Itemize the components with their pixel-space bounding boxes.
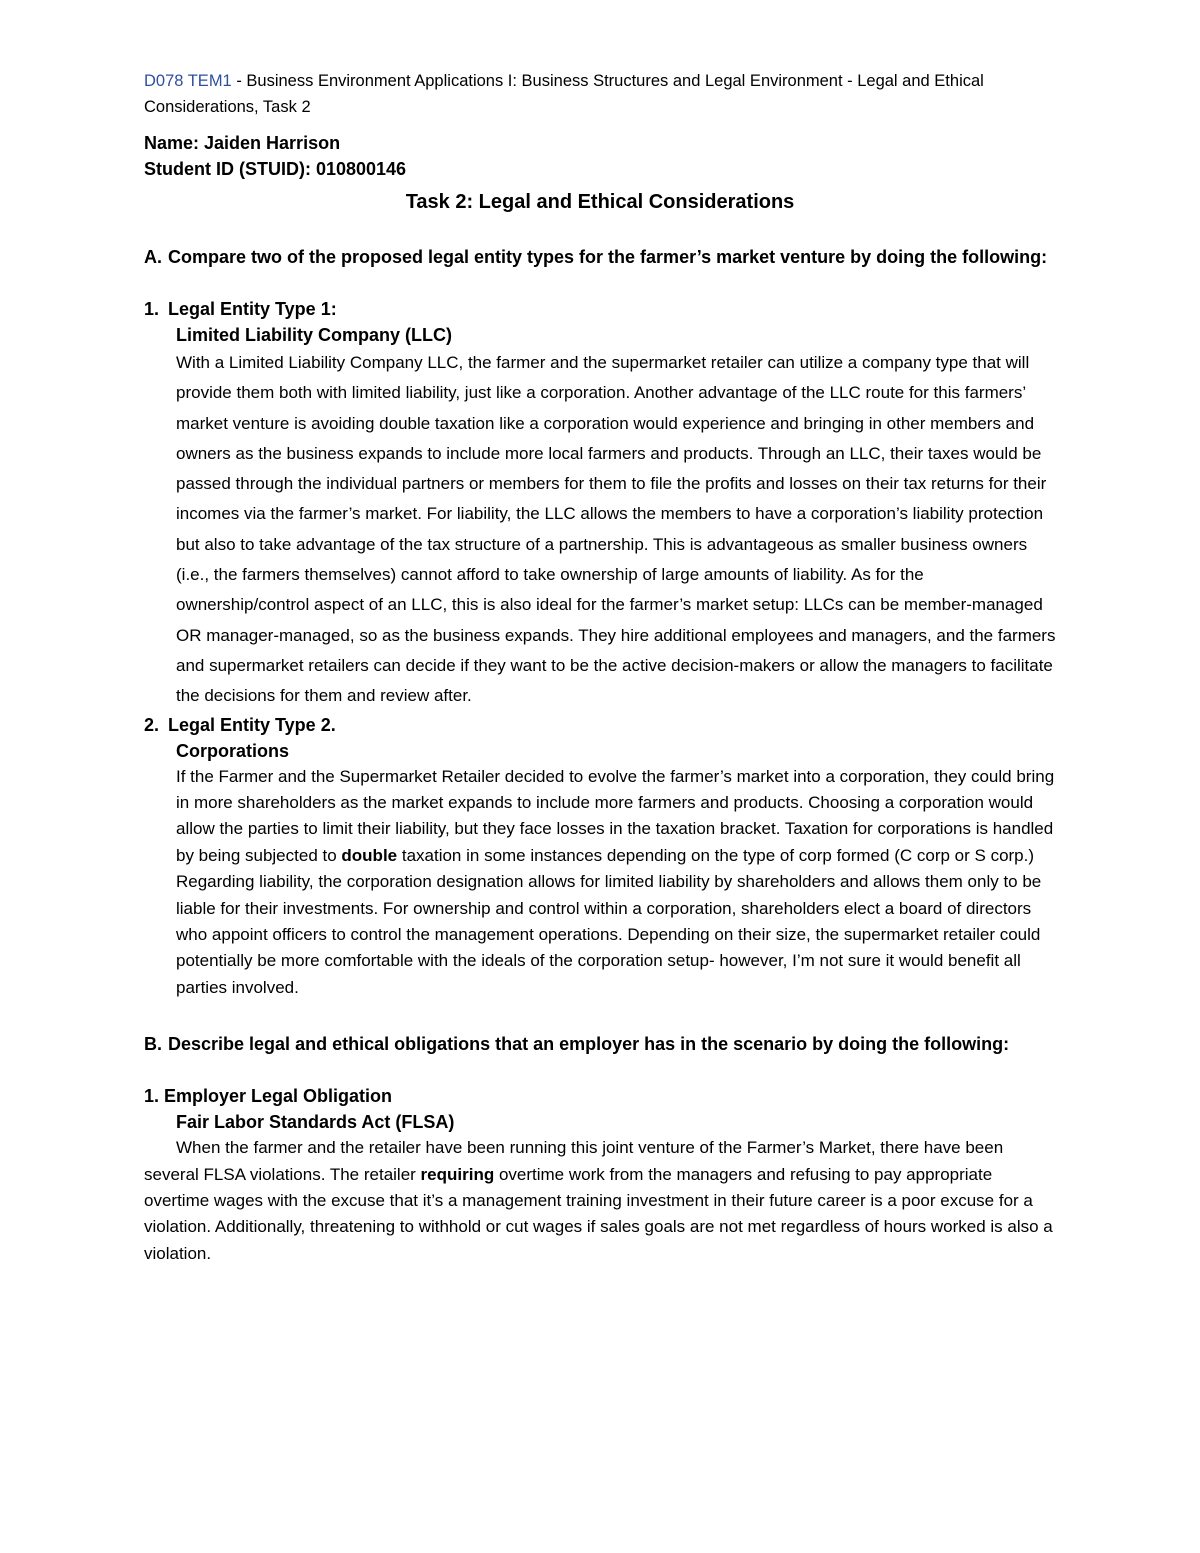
entity-type-2-number: 2.: [144, 714, 160, 735]
entity-type-2-body: [176, 764, 1056, 1002]
section-b-text: Describe legal and ethical obligations that an employer has in the scenario by doing the following:: [168, 1034, 1010, 1055]
student-info: [144, 130, 1056, 182]
entity-type-1-subheading: Limited Liability Company (LLC): [176, 325, 453, 345]
entity-type-2-label: Legal Entity Type 2.: [168, 714, 336, 735]
entity-type-1-body: With a Limited Liability Company LLC, the farmer and the supermarket retailer can utilize a company type that will provide them both with limited liability, just like a corporation. Another advantage of the LLC route for this farmers’ market venture is avoiding double taxation like a corporation would experience and bringing in other members and owners as the business expands to include more local farmers and products. Through an LLC, their taxes would be passed through the individual partners or members for them to file the profits and losses on their tax returns for their incomes via the farmer’s market. For liability, the LLC allows the members to have a corporation’s liability protection but also to take advantage of the tax structure of a partnership. This is advantageous as smaller business owners (i.e., the farmers themselves) cannot afford to take ownership of large amounts of liability. As for the ownership/control aspect of an LLC, this is also ideal for the farmer’s market setup: LLCs can be member-managed OR manager-managed, so as the business expands. They hire additional employees and managers, and the farmers and supermarket retailers can decide if they want to be the active decision-makers or allow the managers to facilitate the decisions for them and review after.: [176, 353, 1056, 706]
entity-type-1-content: [144, 322, 1056, 712]
page-title: Task 2: Legal and Ethical Considerations: [405, 191, 795, 213]
entity-type-2-content: [144, 738, 1056, 1002]
student-name: Name: Jaiden Harrison: [144, 133, 341, 153]
section-a-heading: [144, 244, 1056, 270]
document-page: [144, 68, 1056, 1267]
entity-type-1-label: Legal Entity Type 1:: [168, 299, 337, 319]
flsa-subheading-wrap: [144, 1109, 1056, 1135]
entity-type-2-body-part2: taxation in some instances depending on the type of corp formed (C corp or S corp.) Regarding liability, the corporation designation allows for limited liability by shareholders and allows them only to be liable for their investments. For ownership and control within a corporation, shareholders elect a board of directors who appoint officers to control the management operations. Depending on their size, the supermarket retailer could potentially be more comfortable with the ideals of the corporation setup- however, I’m not sure it would benefit all parties involved.: [176, 845, 1042, 997]
course-header: [144, 68, 1056, 120]
flsa-subheading: Fair Labor Standards Act (FLSA): [176, 1112, 455, 1133]
entity-type-2-body-part1: If the Farmer and the Supermarket Retailer decided to evolve the farmer’s market into a corporation, they could bring in more shareholders as the market expands to include more farmers and products. Choosing a corporation would allow the parties to limit their liability, but they face losses in the taxation bracket. Taxation for corporations is handled by being subjected to: [176, 766, 1055, 865]
student-id: Student ID (STUID): 010800146: [144, 159, 407, 179]
employer-legal-obligation-heading: 1. Employer Legal Obligation: [144, 1086, 393, 1107]
flsa-body-emphasis: requiring: [420, 1164, 495, 1184]
flsa-body-part1: When the farmer and the retailer have been running this joint venture of the Farmer’s Market, there have been several FLSA violations. The retailer: [144, 1138, 1004, 1184]
course-code: D078 TEM1: [144, 72, 232, 90]
entity-type-1-heading: [144, 296, 1056, 322]
entity-type-2-heading: [144, 712, 1056, 738]
section-a-label: A.: [144, 247, 162, 267]
section-a-text: Compare two of the proposed legal entity types for the farmer’s market venture by doing the following:: [168, 247, 1048, 267]
section-b-label: B.: [144, 1034, 162, 1055]
entity-type-1-number: 1.: [144, 299, 160, 319]
entity-type-2-body-emphasis: double: [341, 845, 398, 865]
entity-type-2-subheading: Corporations: [176, 740, 290, 761]
section-b-heading: [144, 1031, 1056, 1057]
course-description: - Business Environment Applications I: Business Structures and Legal Environment - Legal and Ethical Considerations, Task 2: [144, 72, 984, 116]
flsa-body: [144, 1135, 1056, 1267]
flsa-body-part2: overtime work from the managers and refusing to pay appropriate overtime wages with the excuse that it’s a management training investment in their future career is a poor excuse for a violation. Additionally, threatening to withhold or cut wages if sales goals are not met regardless of hours worked is also a violation.: [144, 1164, 1053, 1263]
